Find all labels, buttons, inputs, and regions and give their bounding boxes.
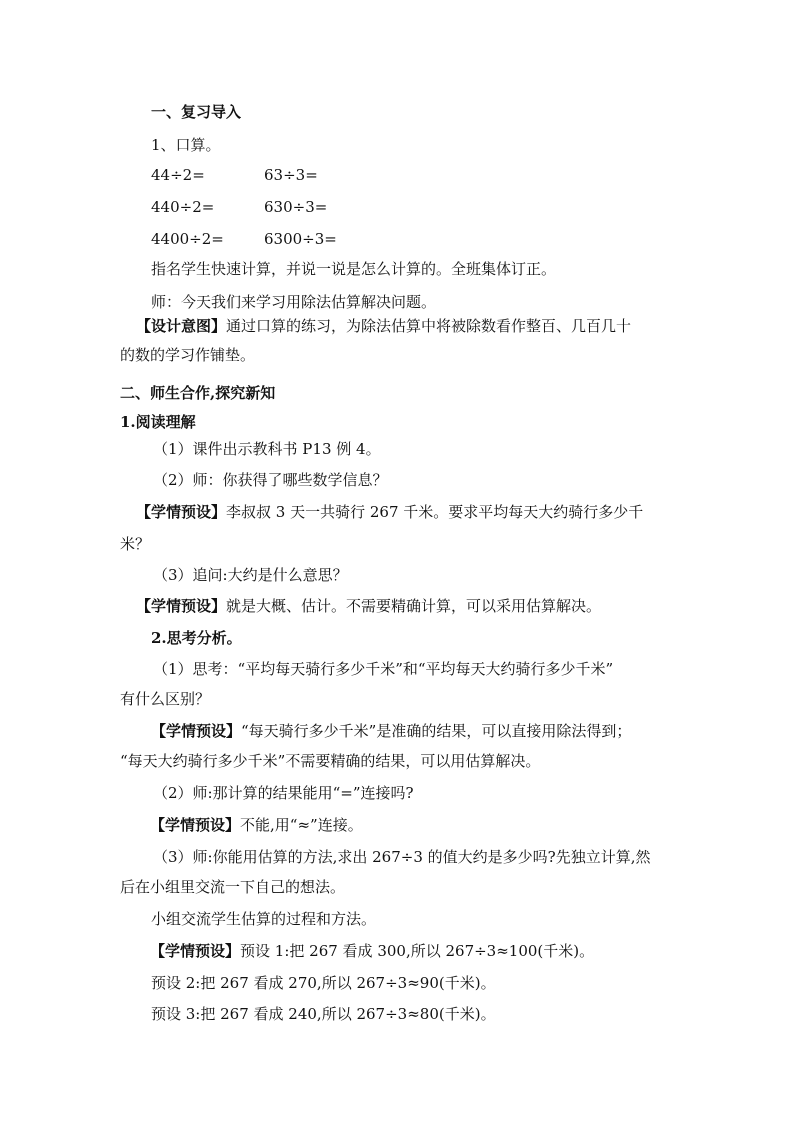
preset-answer: 【学情预设】不能,用“≈”连接。 — [150, 816, 363, 834]
question: （1）思考：“平均每天骑行多少千米”和“平均每天大约骑行多少千米” — [153, 660, 614, 678]
question: （3）师:你能用估算的方法,求出 267÷3 的值大约是多少吗?先独立计算,然 — [153, 848, 651, 866]
preset-label: 【学情预设】 — [136, 597, 227, 615]
paragraph: 米？ — [120, 535, 151, 553]
paragraph: 小组交流学生估算的过程和方法。 — [151, 910, 377, 928]
design-intent-label: 【设计意图】 — [136, 317, 227, 335]
question: （3）追问:大约是什么意思？ — [153, 566, 348, 584]
item-oral-calc: 1、口算。 — [151, 136, 221, 154]
preset-label: 【学情预设】 — [150, 816, 241, 834]
preset-label: 【学情预设】 — [150, 942, 241, 960]
design-intent-text: 通过口算的练习，为除法估算中将被除数看作整百、几百几十 — [226, 317, 632, 335]
paragraph: 师：今天我们来学习用除法估算解决问题。 — [151, 293, 437, 311]
preset-answer: 【学情预设】预设 1:把 267 看成 300,所以 267÷3≈100(千米)。 — [150, 942, 595, 960]
preset-answer: 【学情预设】李叔叔 3 天一共骑行 267 千米。要求平均每天大约骑行多少千 — [136, 503, 644, 521]
preset-line: 预设 3:把 267 看成 240,所以 267÷3≈80(千米)。 — [151, 1005, 496, 1023]
question: （2）师：你获得了哪些数学信息？ — [153, 471, 388, 489]
section1-heading: 一、复习导入 — [151, 103, 242, 121]
calc-row — [151, 165, 551, 185]
preset-line: 预设 2:把 267 看成 270,所以 267÷3≈90(千米)。 — [151, 974, 496, 992]
question: （1）课件出示教科书 P13 例 4。 — [153, 440, 381, 458]
design-intent — [136, 316, 631, 336]
calc-expression: 440÷2= — [151, 198, 215, 216]
calc-expression: 44÷2= — [151, 166, 205, 184]
subheading: 2.思考分析。 — [151, 629, 242, 647]
preset-answer: 【学情预设】就是大概、估计。不需要精确计算，可以采用估算解决。 — [136, 597, 602, 615]
section2-heading: 二、师生合作,探究新知 — [120, 384, 276, 402]
question: （2）师:那计算的结果能用“=”连接吗? — [153, 784, 414, 802]
subheading: 1.阅读理解 — [120, 413, 196, 431]
calc-expression: 6300÷3= — [264, 230, 337, 248]
preset-label: 【学情预设】 — [136, 503, 227, 521]
calc-expression: 630÷3= — [264, 198, 328, 216]
question: 有什么区别？ — [120, 690, 211, 708]
preset-answer: 【学情预设】“每天骑行多少千米”是准确的结果，可以直接用除法得到； — [151, 722, 632, 740]
paragraph: 指名学生快速计算，并说一说是怎么计算的。全班集体订正。 — [151, 260, 557, 278]
preset-label: 【学情预设】 — [151, 722, 242, 740]
paragraph: “每天大约骑行多少千米”不需要精确的结果，可以用估算解决。 — [120, 752, 541, 770]
calc-expression: 4400÷2= — [151, 230, 224, 248]
calc-row — [151, 197, 551, 217]
calc-row — [151, 229, 551, 249]
calc-expression: 63÷3= — [264, 166, 318, 184]
question: 后在小组里交流一下自己的想法。 — [120, 878, 346, 896]
paragraph: 的数的学习作铺垫。 — [120, 346, 256, 364]
